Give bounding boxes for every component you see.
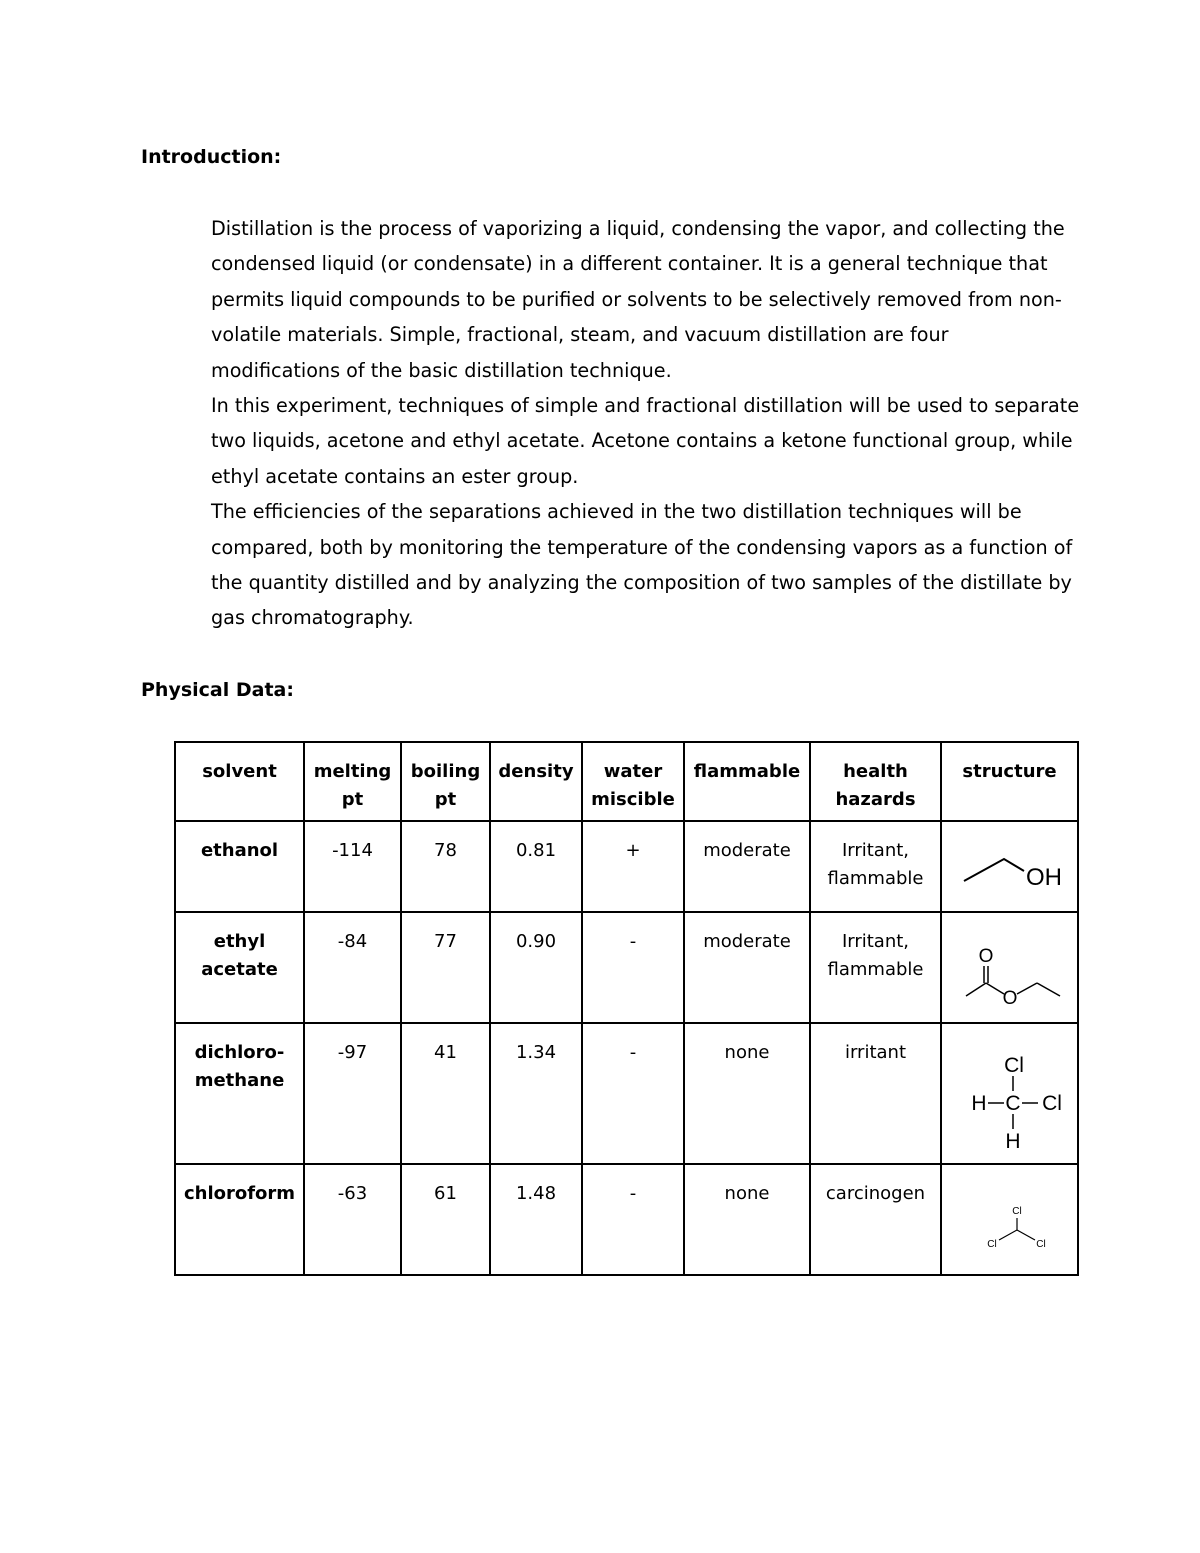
solvent-name: ethyl acetate [175,912,304,1023]
structure-cell [941,1164,1078,1275]
density-value: 0.81 [490,821,582,912]
table-row [175,912,1078,1023]
introduction-body [211,211,1081,636]
structure-label-o-ester: O [1002,988,1018,1009]
structure-cell [941,821,1078,912]
table-header-row [175,742,1078,821]
table-row [175,1023,1078,1164]
flammable-value: moderate [684,821,810,912]
structure-label-h-bottom: H [1005,1130,1021,1153]
physical-data-heading: Physical Data: [141,679,294,701]
col-header-melting-pt: melting pt [304,742,401,821]
structure-label-cl-right: Cl [1036,1239,1046,1250]
boiling-pt-value: 41 [401,1023,490,1164]
structure-label-cl-top: Cl [1004,1054,1024,1077]
boiling-pt-value: 78 [401,821,490,912]
water-miscible-value: + [582,821,684,912]
intro-paragraph-3: The efficiencies of the separations achieved in the two distillation techniques will be compared, both by monitoring the temperature of the condensing vapors as a function of the quantity distilled and by analyzing the composition of two samples of the distillate by gas chromatography. [211,500,1073,630]
structure-label-c: C [1005,1092,1021,1115]
structure-label-o-carbonyl: O [978,946,994,967]
water-miscible-value: - [582,912,684,1023]
structure-cell [941,912,1078,1023]
melting-pt-value: -63 [304,1164,401,1275]
flammable-value: none [684,1023,810,1164]
melting-pt-value: -84 [304,912,401,1023]
water-miscible-value: - [582,1164,684,1275]
intro-paragraph-1: Distillation is the process of vaporizing a liquid, condensing the vapor, and collecting the condensed liquid (or condensate) in a different container. It is a general technique that permits liquid compounds to be purified or solvents to be selectively removed from non-volatile materials. Simple, fractional, steam, and vacuum distillation are four modifications of the basic distillation technique. [211,217,1065,382]
density-value: 1.34 [490,1023,582,1164]
boiling-pt-value: 77 [401,912,490,1023]
table-row [175,1164,1078,1275]
flammable-value: none [684,1164,810,1275]
water-miscible-value: - [582,1023,684,1164]
melting-pt-value: -97 [304,1023,401,1164]
structure-label-cl-right: Cl [1042,1092,1062,1115]
intro-paragraph-2: In this experiment, techniques of simple and fractional distillation will be used to separate two liquids, acetone and ethyl acetate. Acetone contains a ketone functional group, while ethyl acetate contains an ester group. [211,394,1080,488]
structure-label-h-left: H [971,1092,987,1115]
solvent-name: ethanol [175,821,304,912]
table-row [175,821,1078,912]
solvent-name: chloroform [175,1164,304,1275]
health-hazards-value: irritant [810,1023,941,1164]
health-hazards-value: Irritant, flammable [810,821,941,912]
col-header-water-miscible: water miscible [582,742,684,821]
col-header-flammable: flammable [684,742,810,821]
col-header-boiling-pt: boiling pt [401,742,490,821]
physical-data-table [174,741,1079,1276]
col-header-density: density [490,742,582,821]
flammable-value: moderate [684,912,810,1023]
col-header-structure: structure [941,742,1078,821]
solvent-name: dichloro-methane [175,1023,304,1164]
chloroform-structure [946,1180,1076,1270]
structure-label-cl-top: Cl [1012,1206,1022,1217]
dichloromethane-structure [946,1039,1076,1159]
ethyl-acetate-structure [946,928,1076,1018]
ethanol-structure [946,837,1076,907]
structure-label-cl-left: Cl [987,1239,997,1250]
structure-label-oh: OH [1026,864,1062,891]
density-value: 0.90 [490,912,582,1023]
density-value: 1.48 [490,1164,582,1275]
structure-cell [941,1023,1078,1164]
boiling-pt-value: 61 [401,1164,490,1275]
col-header-health-hazards: health hazards [810,742,941,821]
health-hazards-value: carcinogen [810,1164,941,1275]
col-header-solvent: solvent [175,742,304,821]
introduction-heading: Introduction: [141,146,282,168]
melting-pt-value: -114 [304,821,401,912]
health-hazards-value: Irritant, flammable [810,912,941,1023]
